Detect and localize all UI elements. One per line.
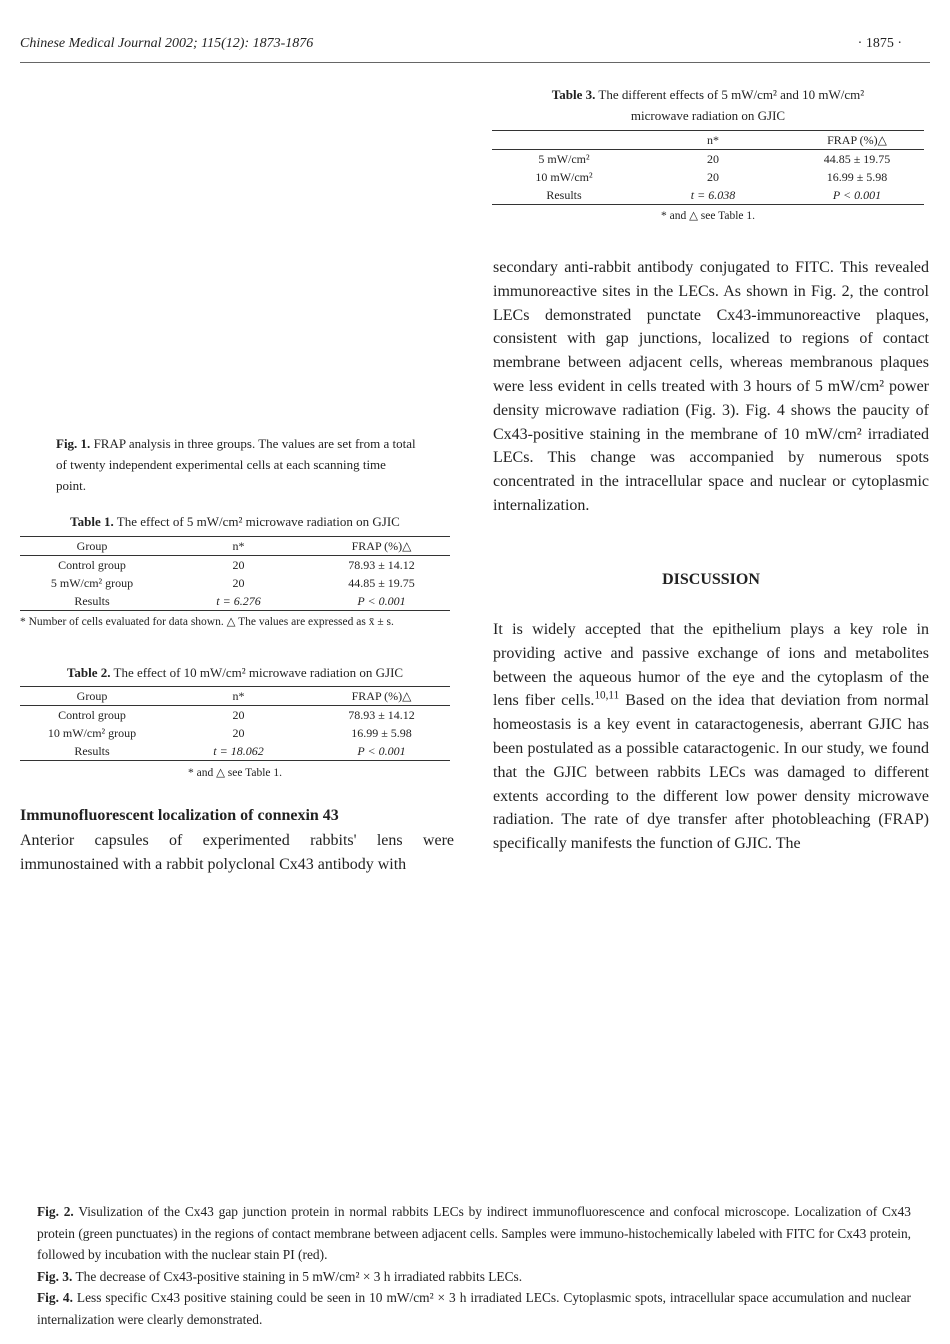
table2-label: Table 2. (66, 665, 111, 680)
fig4-text: Less specific Cx43 positive staining could be seen in 10 mW/cm² × 3 h irradiated LECs. Cytoplasmic spots, intracellular space accumulation and nuclear internalization were clearly demonstrated. (37, 1290, 911, 1327)
table3-cell: 10 mW/cm² (535, 170, 593, 184)
table1-cell: t = 6.276 (164, 592, 313, 611)
table1 (20, 536, 450, 611)
table2-caption: The effect of 10 mW/cm² microwave radiation on GJIC (113, 665, 404, 680)
results-text: secondary anti-rabbit antibody conjugated to FITC. This revealed immunoreactive sites in the LECs. As shown in Fig. 2, the control LECs demonstrated punctate Cx43-immunoreactive plaques, consistent with gap junctions, localized to regions of contact membrane between adjacent cells, whereas membranous plaques were less evident in cells treated with 3 hours of 5 mW/cm² power density microwave radiation (Fig. 3). Fig. 4 shows the paucity of Cx43-positive staining in the membrane of 10 mW/cm² irradiated LECs. This change was accompanied by numerous spots concentrated in the intracellular space and nuclear or cytoplasmic internalization. (493, 259, 929, 514)
table3-header-frap: FRAP (%)△ (790, 131, 924, 150)
fig1-caption (56, 433, 418, 496)
table-row (20, 592, 450, 611)
table3-cell: Results (492, 186, 636, 205)
table2-header-group: Group (20, 687, 164, 706)
header-rule (20, 62, 930, 63)
table2-cell: Control group (58, 708, 126, 722)
table3-cell: 20 (707, 170, 719, 184)
table2-header-frap: FRAP (%)△ (313, 687, 450, 706)
table1-note: * Number of cells evaluated for data shown. △ The values are expressed as x̄ ± s. (20, 616, 394, 628)
table2-cell: 16.99 ± 5.98 (351, 726, 412, 740)
table1-header-frap: FRAP (%)△ (313, 537, 450, 556)
table1-label: Table 1. (70, 514, 114, 529)
table-row (20, 706, 450, 725)
table2-cell: 78.93 ± 14.12 (348, 708, 415, 722)
table2 (20, 686, 450, 761)
table2-header-n: n* (164, 687, 313, 706)
table2-note: * and △ see Table 1. (187, 767, 283, 779)
table2-cell: t = 18.062 (164, 742, 313, 761)
figure-captions (37, 1201, 911, 1330)
immuno-text: Anterior capsules of experimented rabbits' lens were immunostained with a rabbit polyclonal Cx43 antibody with (20, 832, 454, 873)
table3-caption-line1: The different effects of 5 mW/cm² and 10 mW/cm² (598, 87, 865, 102)
discussion-paragraph (493, 618, 929, 856)
table3-cell: 16.99 ± 5.98 (826, 170, 888, 184)
table3-cell: 20 (707, 152, 719, 166)
immuno-paragraph (20, 829, 454, 877)
fig4-label: Fig. 4. (37, 1290, 73, 1305)
table2-cell: 20 (232, 726, 245, 740)
table1-caption: The effect of 5 mW/cm² microwave radiation on GJIC (116, 514, 400, 529)
discussion-refs: 10,11 (594, 690, 620, 703)
table1-cell: 20 (232, 558, 245, 572)
fig3-label: Fig. 3. (37, 1268, 73, 1284)
table3-cell: t = 6.038 (636, 186, 790, 205)
table1-header-n: n* (164, 537, 313, 556)
table2-cell: 20 (232, 708, 245, 722)
discussion-text-b: Based on the idea that deviation from normal homeostasis is a key event in cataractogenesis, aberrant GJIC has been postulated as a possible cataractogenic. In our study, we found that the GJIC between rabbits LECs was damaged to different extents according to the different low power density microwave radiation. The rate of dye transfer after photobleaching (FRAP) specifically manifests the function of GJIC. The (493, 692, 930, 853)
table1-cell: Control group (58, 558, 126, 572)
table-row (20, 724, 450, 742)
table2-cell: Results (20, 742, 164, 761)
table3-title (492, 84, 924, 126)
table1-cell: 5 mW/cm² group (50, 576, 134, 590)
table1-cell: P < 0.001 (313, 592, 450, 611)
section-heading-discussion: DISCUSSION (662, 571, 760, 588)
table1-title (20, 511, 450, 532)
page-number: · 1875 · (857, 36, 902, 51)
table-row (20, 574, 450, 592)
discussion-text-a: It is widely accepted that the epithelium plays a key role in providing active and passive exchange of ions and metabolites between the aqueous humor of the eye and the cytoplasm of the lens fiber cells. (493, 621, 929, 710)
table-row (20, 556, 450, 575)
fig3-caption (37, 1266, 911, 1288)
fig2-label: Fig. 2. (37, 1204, 74, 1219)
fig1-label: Fig. 1. (56, 436, 91, 451)
table3 (492, 130, 924, 205)
table3-cell: 5 mW/cm² (538, 152, 590, 166)
running-header-journal: Chinese Medical Journal 2002; 115(12): 1873-1876 (20, 36, 314, 51)
table-row (492, 150, 924, 169)
table1-cell: 20 (232, 576, 245, 590)
table-row (492, 186, 924, 205)
table3-note: * and △ see Table 1. (660, 210, 756, 222)
fig2-caption (37, 1201, 911, 1266)
section-heading-immuno: Immunofluorescent localization of connexin 43 (20, 807, 339, 824)
table1-cell: Results (20, 592, 164, 611)
table2-cell: 10 mW/cm² group (47, 726, 137, 740)
fig4-caption (37, 1287, 911, 1330)
table3-header-blank (492, 131, 636, 150)
fig1-text: FRAP analysis in three groups. The values are set from a total of twenty independent experimental cells at each scanning time point. (56, 436, 416, 493)
table3-caption-line2: microwave radiation on GJIC (630, 108, 786, 123)
table1-cell: 78.93 ± 14.12 (348, 558, 415, 572)
table3-cell: P < 0.001 (790, 186, 924, 205)
fig3-text: The decrease of Cx43-positive staining in 5 mW/cm² × 3 h irradiated rabbits LECs. (75, 1268, 523, 1284)
table3-label: Table 3. (551, 87, 596, 102)
table2-title (20, 662, 450, 683)
table1-header-group: Group (20, 537, 164, 556)
table1-cell: 44.85 ± 19.75 (348, 576, 415, 590)
table3-header-n: n* (636, 131, 790, 150)
table2-cell: P < 0.001 (313, 742, 450, 761)
fig2-text: Visulization of the Cx43 gap junction protein in normal rabbits LECs by indirect immunofluorescence and confocal microscope. Localization of Cx43 protein (green punctuates) in the regions of contact membrane between adjacent cells. Samples were immuno-histochemically labeled with FITC for Cx43 protein, followed by incubation with the nuclear stain PI (red). (37, 1204, 911, 1262)
table3-cell: 44.85 ± 19.75 (823, 152, 891, 166)
table-row (492, 168, 924, 186)
results-paragraph (493, 256, 929, 518)
table-row (20, 742, 450, 761)
